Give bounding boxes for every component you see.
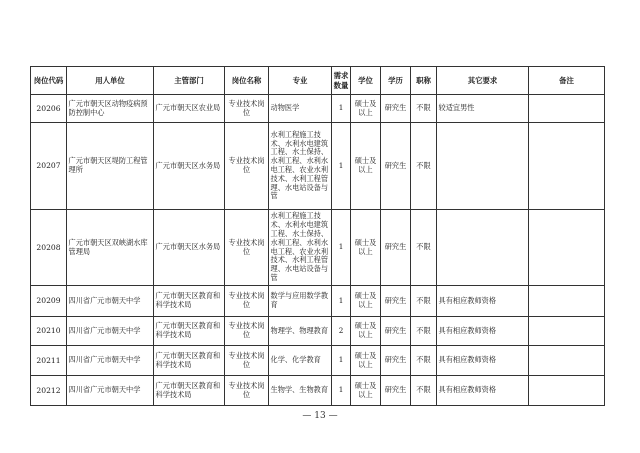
cell-code: 20207 [31, 123, 67, 210]
table-row [31, 376, 605, 406]
cell-note [529, 286, 605, 317]
cell-edu: 研究生 [381, 376, 411, 406]
cell-title: 不限 [411, 346, 437, 376]
cell-note [529, 376, 605, 406]
cell-degree: 硕士及以上 [351, 286, 381, 317]
cell-code: 20210 [31, 317, 67, 346]
cell-post: 专业技术岗位 [225, 346, 269, 376]
cell-unit: 四川省广元市朝天中学 [67, 286, 154, 317]
col-header-code: 岗位代码 [31, 67, 67, 95]
cell-num: 1 [332, 346, 351, 376]
cell-edu: 研究生 [381, 95, 411, 123]
cell-other: 具有相应教师资格 [437, 317, 529, 346]
cell-edu: 研究生 [381, 286, 411, 317]
cell-edu: 研究生 [381, 123, 411, 210]
cell-post: 专业技术岗位 [225, 376, 269, 406]
cell-unit: 广元市朝天区堤防工程管理所 [67, 123, 154, 210]
cell-post: 专业技术岗位 [225, 210, 269, 286]
col-header-num: 需求数量 [332, 67, 351, 95]
cell-other [437, 123, 529, 210]
col-header-edu: 学历 [381, 67, 411, 95]
cell-code: 20211 [31, 346, 67, 376]
cell-major: 数学与应用数学教育 [269, 286, 332, 317]
cell-other: 较适宜男性 [437, 95, 529, 123]
cell-note [529, 210, 605, 286]
cell-other: 具有相应教师资格 [437, 346, 529, 376]
cell-degree: 硕士及以上 [351, 346, 381, 376]
cell-unit: 广元市朝天区动物疫病预防控制中心 [67, 95, 154, 123]
col-header-major: 专业 [269, 67, 332, 95]
col-header-post: 岗位名称 [225, 67, 269, 95]
cell-dept: 广元市朝天区教育和科学技术局 [154, 286, 225, 317]
cell-title: 不限 [411, 317, 437, 346]
recruitment-table [30, 66, 605, 406]
header-row [31, 67, 605, 95]
cell-title: 不限 [411, 286, 437, 317]
table-row [31, 95, 605, 123]
cell-title: 不限 [411, 95, 437, 123]
cell-post: 专业技术岗位 [225, 286, 269, 317]
table-row [31, 346, 605, 376]
col-header-other: 其它要求 [437, 67, 529, 95]
cell-major: 生物学、生物教育 [269, 376, 332, 406]
cell-note [529, 317, 605, 346]
cell-code: 20206 [31, 95, 67, 123]
table-row [31, 317, 605, 346]
cell-title: 不限 [411, 376, 437, 406]
cell-major: 水利工程施工技术、水利水电建筑工程、水土保持、水利工程、水利水电工程、农业水利技术、水利工程管理、水电站设备与管 [269, 123, 332, 210]
cell-dept: 广元市朝天区教育和科学技术局 [154, 376, 225, 406]
cell-unit: 四川省广元市朝天中学 [67, 376, 154, 406]
cell-code: 20208 [31, 210, 67, 286]
cell-post: 专业技术岗位 [225, 123, 269, 210]
cell-other: 具有相应教师资格 [437, 376, 529, 406]
col-header-dept: 主管部门 [154, 67, 225, 95]
cell-degree: 硕士及以上 [351, 376, 381, 406]
cell-degree: 硕士及以上 [351, 210, 381, 286]
cell-title: 不限 [411, 210, 437, 286]
cell-degree: 硕士及以上 [351, 95, 381, 123]
cell-edu: 研究生 [381, 317, 411, 346]
cell-dept: 广元市朝天区教育和科学技术局 [154, 346, 225, 376]
cell-degree: 硕士及以上 [351, 123, 381, 210]
col-header-unit: 用人单位 [67, 67, 154, 95]
table-row [31, 123, 605, 210]
cell-post: 专业技术岗位 [225, 317, 269, 346]
cell-note [529, 346, 605, 376]
cell-unit: 四川省广元市朝天中学 [67, 346, 154, 376]
cell-major: 化学、化学教育 [269, 346, 332, 376]
cell-major: 物理学、物理教育 [269, 317, 332, 346]
table-row [31, 210, 605, 286]
cell-unit: 广元市朝天区双峡湖水库管理局 [67, 210, 154, 286]
col-header-note: 备注 [529, 67, 605, 95]
cell-other: 具有相应教师资格 [437, 286, 529, 317]
cell-dept: 广元市朝天区农业局 [154, 95, 225, 123]
col-header-title: 职称 [411, 67, 437, 95]
cell-degree: 硕士及以上 [351, 317, 381, 346]
cell-num: 1 [332, 286, 351, 317]
cell-dept: 广元市朝天区水务局 [154, 123, 225, 210]
cell-num: 1 [332, 376, 351, 406]
cell-major: 动物医学 [269, 95, 332, 123]
col-header-degree: 学位 [351, 67, 381, 95]
cell-unit: 四川省广元市朝天中学 [67, 317, 154, 346]
cell-dept: 广元市朝天区教育和科学技术局 [154, 317, 225, 346]
cell-num: 1 [332, 95, 351, 123]
cell-dept: 广元市朝天区水务局 [154, 210, 225, 286]
cell-note [529, 95, 605, 123]
cell-note [529, 123, 605, 210]
cell-code: 20209 [31, 286, 67, 317]
cell-major: 水利工程施工技术、水利水电建筑工程、水土保持、水利工程、水利水电工程、农业水利技术、水利工程管理、水电站设备与管 [269, 210, 332, 286]
cell-edu: 研究生 [381, 210, 411, 286]
cell-num: 2 [332, 317, 351, 346]
cell-other [437, 210, 529, 286]
cell-edu: 研究生 [381, 346, 411, 376]
cell-code: 20212 [31, 376, 67, 406]
cell-post: 专业技术岗位 [225, 95, 269, 123]
cell-num: 1 [332, 123, 351, 210]
cell-num: 1 [332, 210, 351, 286]
table-row [31, 286, 605, 317]
cell-title: 不限 [411, 123, 437, 210]
page-number: — 13 — [302, 411, 338, 421]
